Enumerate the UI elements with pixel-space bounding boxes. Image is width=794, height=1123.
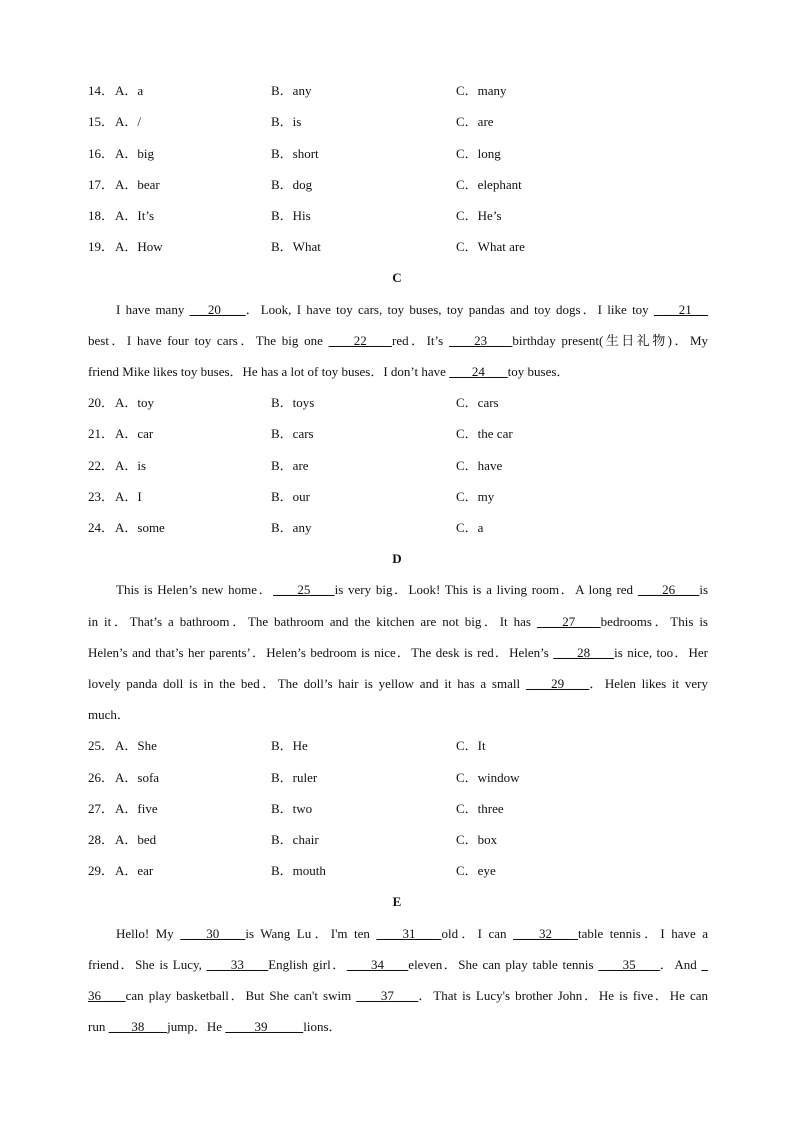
question-28 — [0, 830, 794, 850]
question-21 — [0, 424, 794, 444]
option-c: C．a — [456, 520, 484, 535]
option-a: A．a — [115, 83, 144, 98]
passage-text: in it．That’s a bathroom．The bathroom and the kitchen are not big．It has — [88, 614, 537, 629]
question-number: 26． — [88, 770, 115, 785]
passage-text: much． — [88, 707, 130, 722]
passage-c-line-1 — [116, 300, 708, 320]
option-c: C．elephant — [456, 177, 522, 192]
option-b: B．He — [271, 738, 308, 753]
passage-e-line-3 — [88, 986, 708, 1006]
option-c: C．are — [456, 114, 494, 129]
option-c: C．What are — [456, 239, 525, 254]
option-a: A．car — [115, 426, 154, 441]
passage-d-line-2 — [88, 612, 708, 632]
option-a: A．is — [115, 458, 147, 473]
blank-20: __20___ — [189, 302, 246, 317]
question-16 — [0, 144, 794, 164]
option-c: C．box — [456, 832, 498, 847]
option-b: B．short — [271, 146, 319, 161]
option-b: B．What — [271, 239, 321, 254]
blank-35: ___35___ — [598, 957, 660, 972]
option-c: C．long — [456, 146, 501, 161]
option-a: A．some — [115, 520, 165, 535]
passage-text: ．And — [659, 957, 702, 972]
passage-text: old．I can — [441, 926, 513, 941]
option-b: B．toys — [271, 395, 315, 410]
passage-text: jump．He — [167, 1019, 226, 1034]
option-b: B．ruler — [271, 770, 318, 785]
passage-text: is — [699, 582, 708, 597]
option-b: B．is — [271, 114, 302, 129]
option-b: B．mouth — [271, 863, 326, 878]
question-25 — [0, 736, 794, 756]
option-c: C．cars — [456, 395, 499, 410]
option-b: B．His — [271, 208, 311, 223]
option-c: C．my — [456, 489, 495, 504]
option-c: C．It — [456, 738, 486, 753]
question-number: 21． — [88, 426, 115, 441]
option-a: A．She — [115, 738, 157, 753]
blank-34: ___34___ — [346, 957, 409, 972]
option-c: C．eye — [456, 863, 496, 878]
option-a: A．ear — [115, 863, 154, 878]
passage-d-line-4 — [88, 674, 708, 694]
question-22 — [0, 456, 794, 476]
blank-23: ___23___ — [448, 333, 513, 348]
passage-e-line-1 — [116, 924, 708, 944]
question-number: 16． — [88, 146, 115, 161]
option-c: C．have — [456, 458, 503, 473]
passage-c-line-3 — [88, 362, 708, 382]
passage-text: Helen’s and that’s her parents’．Helen’s bedroom is nice．The desk is red．Helen’s — [88, 645, 554, 660]
blank-30: ___30___ — [180, 926, 246, 941]
passage-text: ．Helen likes it very — [589, 676, 708, 691]
question-number: 17． — [88, 177, 115, 192]
option-b: B．are — [271, 458, 309, 473]
passage-text: lovely panda doll is in the bed．The doll’s hair is yellow and it has a small — [88, 676, 526, 691]
blank-32: ___32___ — [513, 926, 579, 941]
question-number: 28． — [88, 832, 115, 847]
question-number: 23． — [88, 489, 115, 504]
passage-text: best．I have four toy cars．The big one — [88, 333, 329, 348]
passage-text: is Wang Lu．I'm ten — [245, 926, 377, 941]
option-b: B．our — [271, 489, 311, 504]
option-b: B．two — [271, 801, 313, 816]
passage-text: friend．She is Lucy, — [88, 957, 207, 972]
question-18 — [0, 206, 794, 226]
question-number: 15． — [88, 114, 115, 129]
question-number: 18． — [88, 208, 115, 223]
question-17 — [0, 175, 794, 195]
section-heading-e: E — [392, 894, 402, 909]
option-a: A．toy — [115, 395, 155, 410]
question-26 — [0, 768, 794, 788]
blank-39: ____39_____ — [225, 1019, 304, 1034]
passage-d-line-3 — [88, 643, 708, 663]
blank-36: 36___ — [88, 988, 126, 1003]
passage-c-line-2 — [88, 331, 708, 351]
passage-text: ．Look, I have toy cars, toy buses, toy pandas and toy dogs．I like toy — [245, 302, 654, 317]
blank-38: ___38___ — [108, 1019, 168, 1034]
blank-21: ___21__ — [653, 302, 709, 317]
passage-text: is very big．Look! This is a living room．A long red — [334, 582, 638, 597]
question-14 — [0, 81, 794, 101]
passage-text: This is Helen’s new home． — [116, 582, 274, 597]
question-19 — [0, 237, 794, 257]
option-a: A．I — [115, 489, 142, 504]
blank-36-start: _ — [701, 957, 709, 972]
section-heading-d: D — [392, 551, 402, 566]
blank-22: ___22___ — [328, 333, 393, 348]
option-a: A．bear — [115, 177, 160, 192]
option-c: C．He’s — [456, 208, 502, 223]
option-c: C．window — [456, 770, 520, 785]
blank-25: ___25___ — [273, 582, 335, 597]
option-b: B．dog — [271, 177, 313, 192]
section-heading-c: C — [392, 270, 402, 285]
option-b: B．chair — [271, 832, 319, 847]
passage-e-line-2 — [88, 955, 708, 975]
question-number: 24． — [88, 520, 115, 535]
question-number: 20． — [88, 395, 115, 410]
passage-text: lions． — [303, 1019, 342, 1034]
question-29 — [0, 861, 794, 881]
passage-text: red．It’s — [392, 333, 449, 348]
question-number: 14． — [88, 83, 115, 98]
passage-text: Hello! My — [116, 926, 181, 941]
passage-text: can play basketball．But She can't swim — [125, 988, 357, 1003]
passage-text: friend Mike likes toy buses．He has a lot of toy buses．I don’t have — [88, 364, 450, 379]
blank-27: ___27___ — [536, 614, 601, 629]
question-number: 27． — [88, 801, 115, 816]
option-a: A．five — [115, 801, 158, 816]
option-c: C．the car — [456, 426, 513, 441]
passage-text: bedrooms．This is — [600, 614, 708, 629]
passage-text: table tennis．I have a — [578, 926, 709, 941]
passage-text: eleven．She can play table tennis — [408, 957, 599, 972]
question-24 — [0, 518, 794, 538]
option-a: A．How — [115, 239, 163, 254]
passage-text: birthday present(生日礼物)．My — [512, 333, 708, 348]
passage-text: toy buses． — [507, 364, 570, 379]
passage-e-line-4 — [88, 1017, 708, 1037]
passage-text: I have many — [116, 302, 190, 317]
blank-28: ___28___ — [553, 645, 615, 660]
blank-29: ___29___ — [525, 676, 590, 691]
question-number: 19． — [88, 239, 115, 254]
option-a: A．/ — [115, 114, 142, 129]
blank-33: ___33___ — [206, 957, 269, 972]
blank-26: ___26___ — [637, 582, 700, 597]
blank-24: ___24___ — [449, 364, 508, 379]
passage-text: English girl． — [268, 957, 347, 972]
option-c: C．three — [456, 801, 504, 816]
blank-31: ___31___ — [376, 926, 442, 941]
question-number: 25． — [88, 738, 115, 753]
option-a: A．bed — [115, 832, 157, 847]
passage-d-line-1 — [116, 580, 708, 600]
option-c: C．many — [456, 83, 507, 98]
blank-37: ___37___ — [356, 988, 419, 1003]
option-a: A．sofa — [115, 770, 160, 785]
option-a: A．It’s — [115, 208, 155, 223]
passage-text: is nice, too．Her — [614, 645, 708, 660]
option-b: B．cars — [271, 426, 314, 441]
question-27 — [0, 799, 794, 819]
passage-d-line-5 — [88, 705, 708, 725]
question-20 — [0, 393, 794, 413]
option-b: B．any — [271, 520, 312, 535]
option-a: A．big — [115, 146, 155, 161]
question-23 — [0, 487, 794, 507]
option-b: B．any — [271, 83, 312, 98]
question-15 — [0, 112, 794, 132]
question-number: 22． — [88, 458, 115, 473]
passage-text: run — [88, 1019, 109, 1034]
passage-text: ．That is Lucy's brother John．He is five．He can — [418, 988, 709, 1003]
question-number: 29． — [88, 863, 115, 878]
